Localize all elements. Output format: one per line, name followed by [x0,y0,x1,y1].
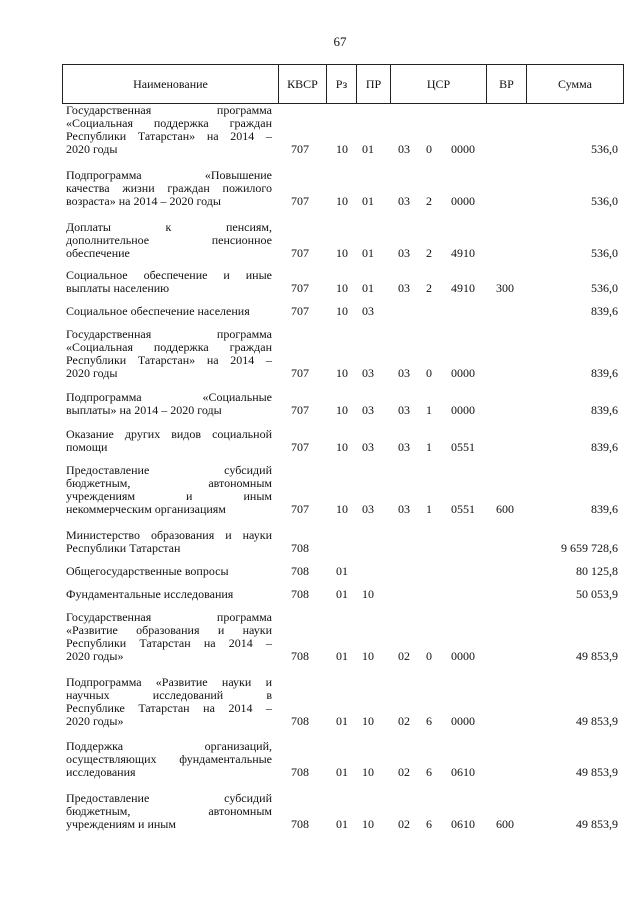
table-row [0,104,640,156]
table-row [0,221,640,260]
row-name-line: дополнительное пенсионное [66,233,272,247]
row-csr-direction: 4910 [451,281,475,295]
table-row [0,676,640,728]
row-sum: 839,6 [591,304,618,318]
row-name-line: Республики Татарстан [66,541,181,555]
row-csr-program: 03 [398,246,410,260]
row-rz: 10 [336,440,348,454]
row-sum: 49 853,9 [576,714,618,728]
row-kvsr: 707 [291,403,309,417]
row-kvsr: 707 [291,502,309,516]
row-pr: 03 [362,366,374,380]
row-rz: 01 [336,587,348,601]
row-csr-direction: 0000 [451,403,475,417]
row-name [66,676,272,728]
table-row [0,428,640,454]
row-name-line: помощи [66,440,108,454]
row-name-line: 2020 годы» [66,649,124,663]
row-csr-direction: 0551 [451,440,475,454]
row-rz: 01 [336,649,348,663]
row-pr: 01 [362,246,374,260]
row-name-line: бюджетным, автономным [66,476,272,490]
row-name [66,169,272,208]
header-kvsr: КВСР [278,65,326,103]
row-name-line: Министерство образования и науки [66,528,272,542]
page-number: 67 [333,34,347,49]
table-row [0,529,640,555]
table-row [0,588,640,601]
row-rz: 10 [336,403,348,417]
row-sum: 839,6 [591,440,618,454]
row-csr-subprogram: 2 [426,281,432,295]
row-name-line: научных исследований в [66,688,272,702]
header-pr: ПР [356,65,390,103]
row-sum: 536,0 [591,142,618,156]
row-pr: 03 [362,403,374,417]
row-name [66,391,272,417]
row-vr: 300 [496,281,514,295]
row-csr-direction: 0000 [451,649,475,663]
row-rz: 01 [336,765,348,779]
row-csr-program: 03 [398,366,410,380]
row-sum: 536,0 [591,194,618,208]
row-sum: 839,6 [591,366,618,380]
row-csr-direction: 0610 [451,817,475,831]
row-rz: 10 [336,502,348,516]
row-pr: 01 [362,142,374,156]
row-name-line: некоммерческим организациям [66,502,226,516]
table-row [0,792,640,831]
row-name-line: Государственная программа [66,103,272,117]
row-name-line: качества жизни граждан пожилого [66,181,272,195]
row-rz: 01 [336,817,348,831]
row-name-line: Республики Татарстан» на 2014 – [66,353,272,367]
row-name-line: Общегосударственные вопросы [66,564,229,578]
row-pr: 10 [362,649,374,663]
row-sum: 839,6 [591,502,618,516]
row-csr-program: 02 [398,649,410,663]
row-csr-program: 02 [398,765,410,779]
row-name-line: обеспечение [66,246,130,260]
row-name-line: Республики Татарстан на 2014 – [66,636,272,650]
row-name [66,565,272,578]
table-row [0,269,640,295]
row-csr-program: 02 [398,817,410,831]
row-name-line: Оказание других видов социальной [66,427,272,441]
row-pr: 10 [362,587,374,601]
row-csr-program: 02 [398,714,410,728]
row-sum: 50 053,9 [576,587,618,601]
row-name [66,269,272,295]
row-csr-subprogram: 2 [426,246,432,260]
row-name [66,328,272,380]
row-kvsr: 708 [291,649,309,663]
header-sum: Сумма [526,65,623,103]
table-row [0,611,640,663]
row-csr-subprogram: 6 [426,817,432,831]
row-name-line: Предоставление субсидий [66,463,272,477]
row-name-line: Социальное обеспечение населения [66,304,250,318]
row-sum: 9 659 728,6 [561,541,618,555]
row-csr-program: 03 [398,403,410,417]
table-row [0,740,640,779]
row-kvsr: 708 [291,541,309,555]
row-name [66,611,272,663]
row-rz: 10 [336,304,348,318]
row-csr-subprogram: 1 [426,403,432,417]
row-pr: 03 [362,440,374,454]
table-row [0,464,640,516]
row-csr-direction: 4910 [451,246,475,260]
row-pr: 01 [362,281,374,295]
row-kvsr: 707 [291,246,309,260]
row-kvsr: 707 [291,304,309,318]
row-name-line: учреждениям и иным [66,489,272,503]
row-sum: 80 125,8 [576,564,618,578]
row-name-line: 2020 годы [66,142,118,156]
header-name: Наименование [133,77,208,91]
row-name-line: выплаты населению [66,281,170,295]
row-kvsr: 708 [291,714,309,728]
row-name-line: Подпрограмма «Социальные [66,390,272,404]
row-name-line: «Развитие образования и науки [66,623,272,637]
row-sum: 49 853,9 [576,817,618,831]
row-name-line: Подпрограмма «Развитие науки и [66,675,272,689]
row-kvsr: 707 [291,142,309,156]
table-row [0,565,640,578]
row-name [66,529,272,555]
row-csr-subprogram: 1 [426,440,432,454]
row-csr-program: 03 [398,142,410,156]
row-rz: 10 [336,142,348,156]
row-kvsr: 708 [291,765,309,779]
row-name-line: Фундаментальные исследования [66,587,234,601]
row-kvsr: 708 [291,817,309,831]
row-csr-subprogram: 6 [426,714,432,728]
row-csr-subprogram: 0 [426,649,432,663]
table-header [62,64,624,104]
row-name [66,104,272,156]
row-csr-subprogram: 1 [426,502,432,516]
row-rz: 10 [336,246,348,260]
row-rz: 10 [336,281,348,295]
row-sum: 536,0 [591,281,618,295]
row-name-line: выплаты» на 2014 – 2020 годы [66,403,222,417]
row-pr: 03 [362,502,374,516]
table-row [0,328,640,380]
row-sum: 536,0 [591,246,618,260]
table-row [0,305,640,318]
row-csr-direction: 0551 [451,502,475,516]
row-name [66,428,272,454]
row-name-line: бюджетным, автономным [66,804,272,818]
header-csr: ЦСР [390,65,486,103]
row-csr-program: 03 [398,194,410,208]
row-name-line: 2020 годы» [66,714,124,728]
row-name-line: учреждениям и иным [66,817,176,831]
row-name [66,588,272,601]
row-rz: 10 [336,366,348,380]
row-pr: 10 [362,817,374,831]
header-vr: ВР [486,65,526,103]
row-kvsr: 708 [291,587,309,601]
row-name [66,792,272,831]
row-name-line: 2020 годы [66,366,118,380]
row-csr-subprogram: 6 [426,765,432,779]
row-sum: 49 853,9 [576,765,618,779]
row-name [66,464,272,516]
row-kvsr: 707 [291,194,309,208]
row-name-line: осуществляющих фундаментальные [66,752,272,766]
row-csr-subprogram: 0 [426,366,432,380]
row-name [66,305,272,318]
row-csr-direction: 0000 [451,194,475,208]
row-csr-subprogram: 2 [426,194,432,208]
row-name-line: Подпрограмма «Повышение [66,168,272,182]
table-row [0,169,640,208]
row-csr-direction: 0000 [451,714,475,728]
row-csr-program: 03 [398,281,410,295]
row-name-line: Государственная программа [66,327,272,341]
row-name [66,740,272,779]
row-name-line: Предоставление субсидий [66,791,272,805]
row-sum: 839,6 [591,403,618,417]
row-name [66,221,272,260]
row-name-line: Доплаты к пенсиям, [66,220,272,234]
row-name-line: исследования [66,765,136,779]
row-csr-program: 03 [398,502,410,516]
table-row [0,391,640,417]
row-name-line: Республики Татарстан» на 2014 – [66,129,272,143]
row-rz: 01 [336,564,348,578]
row-pr: 03 [362,304,374,318]
row-kvsr: 707 [291,366,309,380]
row-name-line: «Социальная поддержка граждан [66,116,272,130]
row-pr: 10 [362,714,374,728]
row-csr-direction: 0000 [451,142,475,156]
row-csr-subprogram: 0 [426,142,432,156]
row-name-line: возраста» на 2014 – 2020 годы [66,194,221,208]
row-kvsr: 707 [291,440,309,454]
row-kvsr: 707 [291,281,309,295]
row-vr: 600 [496,817,514,831]
row-name-line: Республике Татарстан на 2014 – [66,701,272,715]
row-csr-program: 03 [398,440,410,454]
row-vr: 600 [496,502,514,516]
row-rz: 01 [336,714,348,728]
row-pr: 01 [362,194,374,208]
row-kvsr: 708 [291,564,309,578]
row-sum: 49 853,9 [576,649,618,663]
row-pr: 10 [362,765,374,779]
row-name-line: Поддержка организаций, [66,739,272,753]
header-rz: Рз [326,65,356,103]
row-csr-direction: 0610 [451,765,475,779]
row-name-line: Государственная программа [66,610,272,624]
row-name-line: Социальное обеспечение и иные [66,268,272,282]
row-rz: 10 [336,194,348,208]
row-csr-direction: 0000 [451,366,475,380]
row-name-line: «Социальная поддержка граждан [66,340,272,354]
